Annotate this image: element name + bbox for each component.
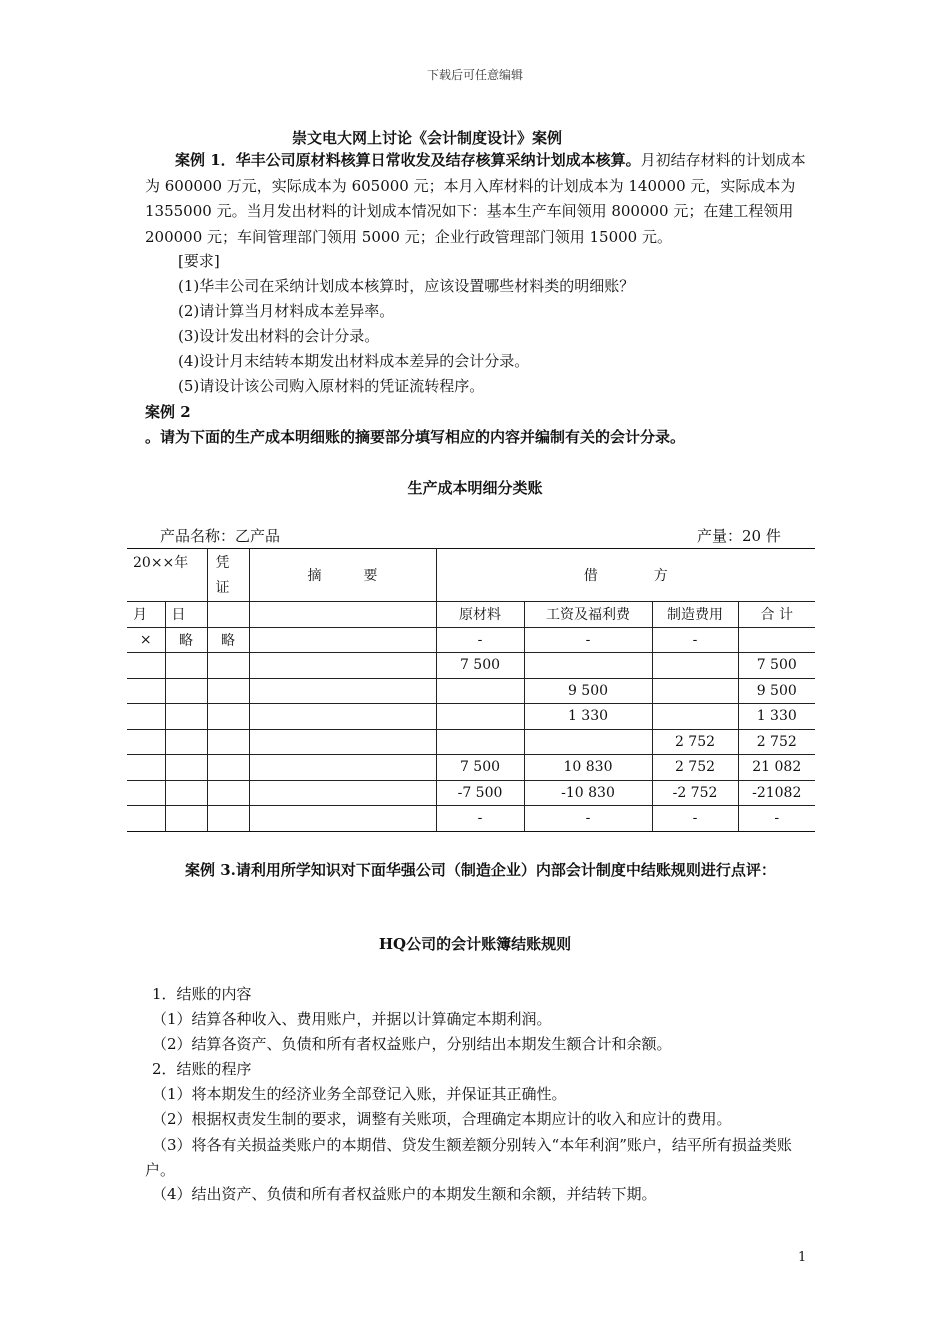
cell-total: -21082 [738,780,815,806]
cell-summary [249,653,436,679]
cell-overhead: 2 752 [652,729,738,755]
product-output: 产量：20 件 [697,527,781,545]
case1-requirements-label: [要求] [178,252,220,270]
table-row [127,755,815,781]
cell-total: - [738,806,815,832]
table-row [127,653,815,679]
production-cost-ledger [127,548,815,832]
cell-summary [249,755,436,781]
cell-total [738,627,815,653]
cell-day [165,704,207,730]
header-total: 合 计 [738,602,815,628]
cell-summary [249,678,436,704]
rules-line: 1．结账的内容 [152,985,252,1003]
cell-summary [249,729,436,755]
cell-day [165,755,207,781]
rules-line: （3）将各有关损益类账户的本期借、贷发生额差额分别转入“本年利润”账户，结平所有损益类账户。 [145,1136,792,1179]
header-voucher: 凭证 [207,549,249,602]
cell-month [127,704,165,730]
cell-day [165,729,207,755]
cell-day [165,780,207,806]
cell-voucher [207,678,249,704]
cell-material: -7 500 [436,780,524,806]
cell-day [165,806,207,832]
cell-overhead [652,678,738,704]
case1-requirement: (3)设计发出材料的会计分录。 [178,327,380,345]
cell-voucher [207,806,249,832]
header-year: 20××年 [127,549,207,602]
cell-summary [249,627,436,653]
cell-summary [249,780,436,806]
header-month: 月 [127,602,165,628]
cell-material [436,704,524,730]
header-debit: 借 方 [436,549,815,602]
case1-requirement: (5)请设计该公司购入原材料的凭证流转程序。 [178,377,485,395]
cell-overhead [652,704,738,730]
cell-material: 7 500 [436,653,524,679]
cell-wages [524,653,652,679]
cell-wages: 1 330 [524,704,652,730]
table-row [127,729,815,755]
rules-line: （1）结算各种收入、费用账户，并据以计算确定本期利润。 [152,1010,552,1028]
header-wages: 工资及福利费 [524,602,652,628]
case1-lead: 案例 1．华丰公司原材料核算日常收发及结存核算采纳计划成本核算。 [175,151,641,169]
header-note: 下载后可任意编辑 [426,68,523,82]
table-row [127,780,815,806]
case2-label: 案例 2 [145,403,191,421]
rules-line: （2）根据权责发生制的要求，调整有关账项，合理确定本期应计的收入和应计的费用。 [152,1110,732,1128]
case1-body: 月初结存材料的计划成本为 600000 万元，实际成本为 605000 元；本月入库材料的计划成本为 140000 元，实际成本为 1355000 元。当月发出材料的计划成本情况如下：基本生产车间领用 800000 元；在建工程领用 200000 元；车间管理部门领用 5000 元；企业行政管理部门领用 15000 元。 [145,151,806,246]
cell-summary [249,806,436,832]
table-row [127,704,815,730]
rules-title: HQ公司的会计账簿结账规则 [378,935,572,953]
table-row [127,627,815,653]
cell-voucher [207,780,249,806]
header-day: 日 [165,602,207,628]
rules-line: （1）将本期发生的经济业务全部登记入账，并保证其正确性。 [152,1085,567,1103]
cell-month [127,780,165,806]
cell-month [127,806,165,832]
cell-total: 21 082 [738,755,815,781]
cell-voucher: 略 [207,627,249,653]
cell-overhead: 2 752 [652,755,738,781]
table-row [127,678,815,704]
rules-line: （4）结出资产、负债和所有者权益账户的本期发生额和余额，并结转下期。 [152,1185,657,1203]
header-overhead: 制造费用 [652,602,738,628]
cell-wages: 9 500 [524,678,652,704]
cell-voucher [207,653,249,679]
cell-voucher [207,729,249,755]
product-name: 产品名称：乙产品 [160,527,281,545]
rules-line: （2）结算各资产、负债和所有者权益账户，分别结出本期发生额合计和余额。 [152,1035,672,1053]
cell-material: - [436,806,524,832]
cell-overhead: -2 752 [652,780,738,806]
cell-month [127,755,165,781]
cell-material [436,729,524,755]
cell-summary [249,704,436,730]
case3-lead: 案例 3.请利用所学知识对下面华强公司（制造企业）内部会计制度中结账规则进行点评： [185,861,776,879]
cell-voucher [207,755,249,781]
cell-total: 9 500 [738,678,815,704]
cell-day [165,678,207,704]
header-voucher-no [207,602,249,628]
cell-material: - [436,627,524,653]
header-summary-blank [249,602,436,628]
cell-month [127,678,165,704]
cell-material: 7 500 [436,755,524,781]
cell-wages: - [524,806,652,832]
cell-wages [524,729,652,755]
header-summary: 摘 要 [249,549,436,602]
cell-material [436,678,524,704]
cell-total: 1 330 [738,704,815,730]
cell-overhead [652,653,738,679]
cell-total: 2 752 [738,729,815,755]
case1-paragraph [145,148,815,250]
cell-day [165,653,207,679]
page-number: 1 [798,1250,807,1265]
table-row [127,806,815,832]
ledger-title: 生产成本明细分类账 [407,479,543,497]
document-title: 崇文电大网上讨论《会计制度设计》案例 [292,129,563,147]
cell-overhead: - [652,806,738,832]
case1-requirement: (1)华丰公司在采纳计划成本核算时，应该设置哪些材料类的明细账？ [178,277,635,295]
cell-total: 7 500 [738,653,815,679]
cell-wages: - [524,627,652,653]
cell-month [127,653,165,679]
cell-month [127,729,165,755]
cell-wages: -10 830 [524,780,652,806]
case1-requirement: (4)设计月末结转本期发出材料成本差异的会计分录。 [178,352,530,370]
cell-month: × [127,627,165,653]
case1-requirement: (2)请计算当月材料成本差异率。 [178,302,395,320]
rules-line: 2．结账的程序 [152,1060,252,1078]
cell-overhead: - [652,627,738,653]
cell-voucher [207,704,249,730]
cell-wages: 10 830 [524,755,652,781]
cell-day: 略 [165,627,207,653]
header-material: 原材料 [436,602,524,628]
case2-instruction: 。请为下面的生产成本明细账的摘要部分填写相应的内容并编制有关的会计分录。 [145,428,686,446]
